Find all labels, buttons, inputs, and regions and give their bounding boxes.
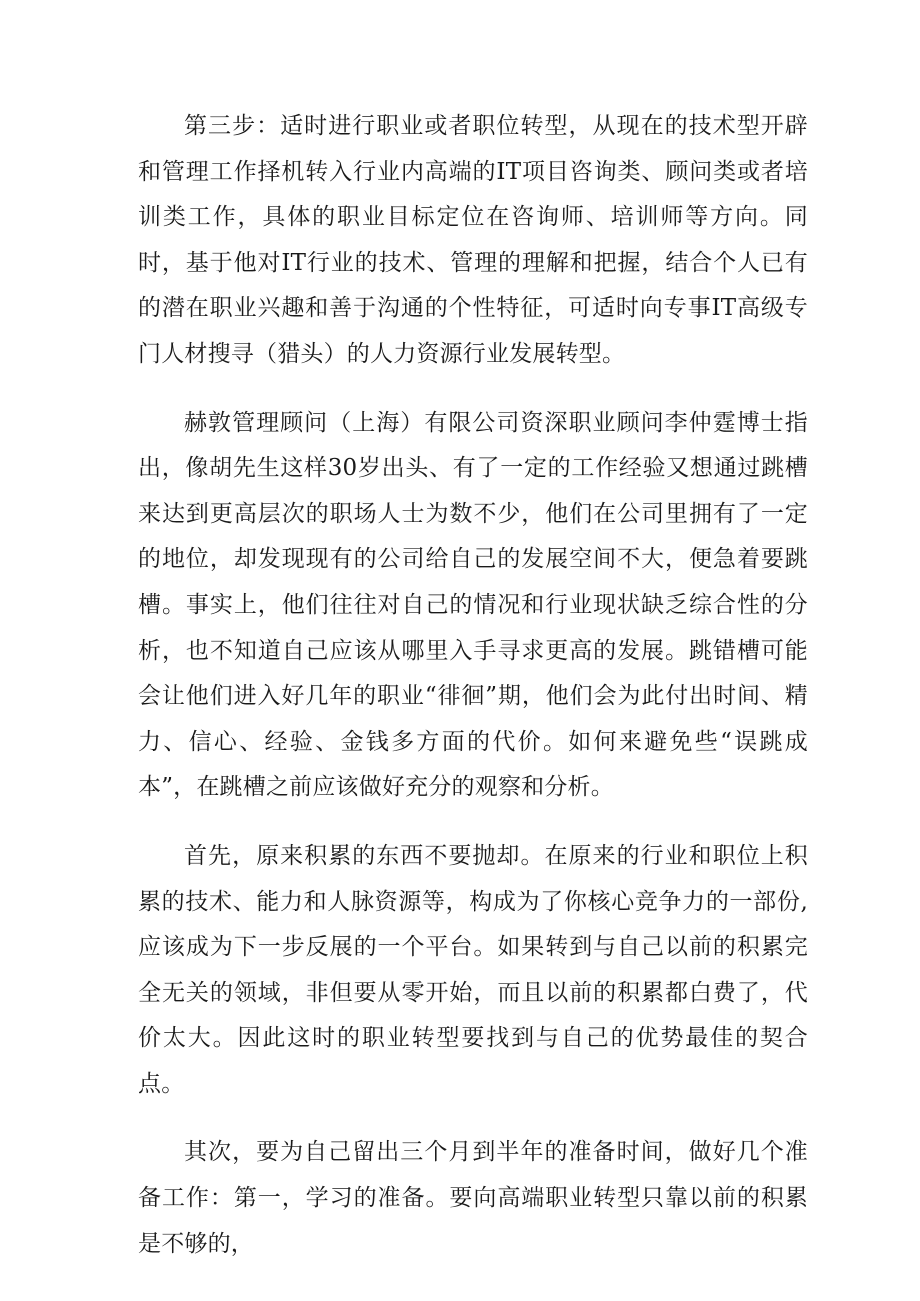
document-body bbox=[138, 104, 808, 1289]
paragraph-first-point: 首先，原来积累的东西不要抛却。在原来的行业和职位上积累的技术、能力和人脉资源等，构成为了你核心竞争力的一部份,应该成为下一步反展的一个平台。如果转到与自己以前的积累完全无关的领域，非但要从零开始，而且以前的积累都白费了，代价太大。因此这时的职业转型要找到与自己的优势最佳的契合点。 bbox=[138, 842, 808, 1097]
paragraph-expert-comment: 赫敦管理顾问（上海）有限公司资深职业顾问李仲霆博士指出，像胡先生这样30岁出头、有了一定的工作经验又想通过跳槽来达到更高层次的职场人士为数不少，他们在公司里拥有了一定的地位，却发现现有的公司给自己的发展空间不大，便急着要跳槽。事实上，他们往往对自己的情况和行业现状缺乏综合性的分析，也不知道自己应该从哪里入手寻求更高的发展。跳错槽可能会让他们进入好几年的职业“徘徊”期，他们会为此付出时间、精力、信心、经验、金钱多方面的代价。如何来避免些“误跳成本”，在跳槽之前应该做好充分的观察和分析。 bbox=[138, 409, 808, 801]
paragraph-second-point: 其次，要为自己留出三个月到半年的准备时间，做好几个准备工作：第一，学习的准备。要向高端职业转型只靠以前的积累是不够的， bbox=[138, 1139, 808, 1257]
paragraph-step-three: 第三步：适时进行职业或者职位转型，从现在的技术型开辟和管理工作择机转入行业内高端的IT项目咨询类、顾问类或者培训类工作，具体的职业目标定位在咨询师、培训师等方向。同时，基于他对IT行业的技术、管理的理解和把握，结合个人已有的潜在职业兴趣和善于沟通的个性特征，可适时向专事IT高级专门人材搜寻（猎头）的人力资源行业发展转型。 bbox=[138, 113, 808, 367]
